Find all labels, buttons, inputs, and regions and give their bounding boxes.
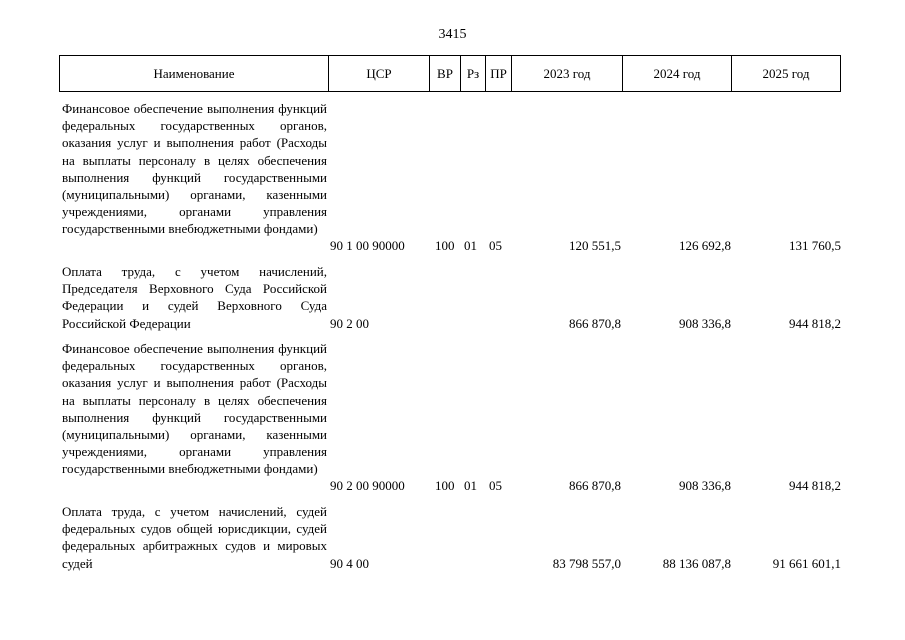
header-pr: ПР bbox=[485, 55, 512, 92]
row-2024: 908 336,8 bbox=[679, 478, 731, 493]
row-csr: 90 1 00 90000 bbox=[330, 238, 405, 253]
row-csr: 90 2 00 90000 bbox=[330, 478, 405, 493]
header-vr: ВР bbox=[429, 55, 461, 92]
row-2024: 88 136 087,8 bbox=[662, 556, 731, 571]
header-2023: 2023 год bbox=[511, 55, 623, 92]
row-csr: 90 2 00 bbox=[330, 316, 369, 331]
header-name: Наименование bbox=[59, 55, 329, 92]
row-2025: 944 818,2 bbox=[789, 316, 841, 331]
row-pr: 05 bbox=[489, 238, 502, 253]
row-pr: 05 bbox=[489, 478, 502, 493]
page-number: 3415 bbox=[438, 27, 467, 42]
row-csr: 90 4 00 bbox=[330, 556, 369, 571]
row-rz: 01 bbox=[464, 478, 477, 493]
row-name: Оплата труда, с учетом начислений, Председателя Верховного Суда Российской Федерации и судей Верховного Суда Российской Федерации bbox=[62, 264, 327, 331]
header-csr: ЦСР bbox=[328, 55, 430, 92]
row-2024: 908 336,8 bbox=[679, 316, 731, 331]
row-2025: 91 661 601,1 bbox=[772, 556, 841, 571]
row-name: Финансовое обеспечение выполнения функций федеральных государственных органов, оказания услуг и выполнения работ (Расходы на выплаты персоналу в целях обеспечения выполнения функций государственными (муниципальными) органами, казенными учреждениями, органами управления государственными внебюджетными фондами) bbox=[62, 341, 327, 477]
row-name: Оплата труда, с учетом начислений, судей федеральных судов общей юрисдикции, судей федеральных арбитражных судов и мировых судей bbox=[62, 504, 327, 571]
row-2024: 126 692,8 bbox=[679, 238, 731, 253]
row-2023: 866 870,8 bbox=[569, 316, 621, 331]
row-name: Финансовое обеспечение выполнения функций федеральных государственных органов, оказания услуг и выполнения работ (Расходы на выплаты персоналу в целях обеспечения выполнения функций государственными (муниципальными) органами, казенными учреждениями, органами управления государственными внебюджетными фондами) bbox=[62, 101, 327, 237]
row-rz: 01 bbox=[464, 238, 477, 253]
row-2025: 944 818,2 bbox=[789, 478, 841, 493]
row-2023: 83 798 557,0 bbox=[552, 556, 621, 571]
row-2023: 866 870,8 bbox=[569, 478, 621, 493]
row-vr: 100 bbox=[435, 238, 455, 253]
row-2025: 131 760,5 bbox=[789, 238, 841, 253]
row-vr: 100 bbox=[435, 478, 455, 493]
header-2025: 2025 год bbox=[731, 55, 841, 92]
header-2024: 2024 год bbox=[622, 55, 732, 92]
header-rz: Рз bbox=[460, 55, 486, 92]
row-2023: 120 551,5 bbox=[569, 238, 621, 253]
